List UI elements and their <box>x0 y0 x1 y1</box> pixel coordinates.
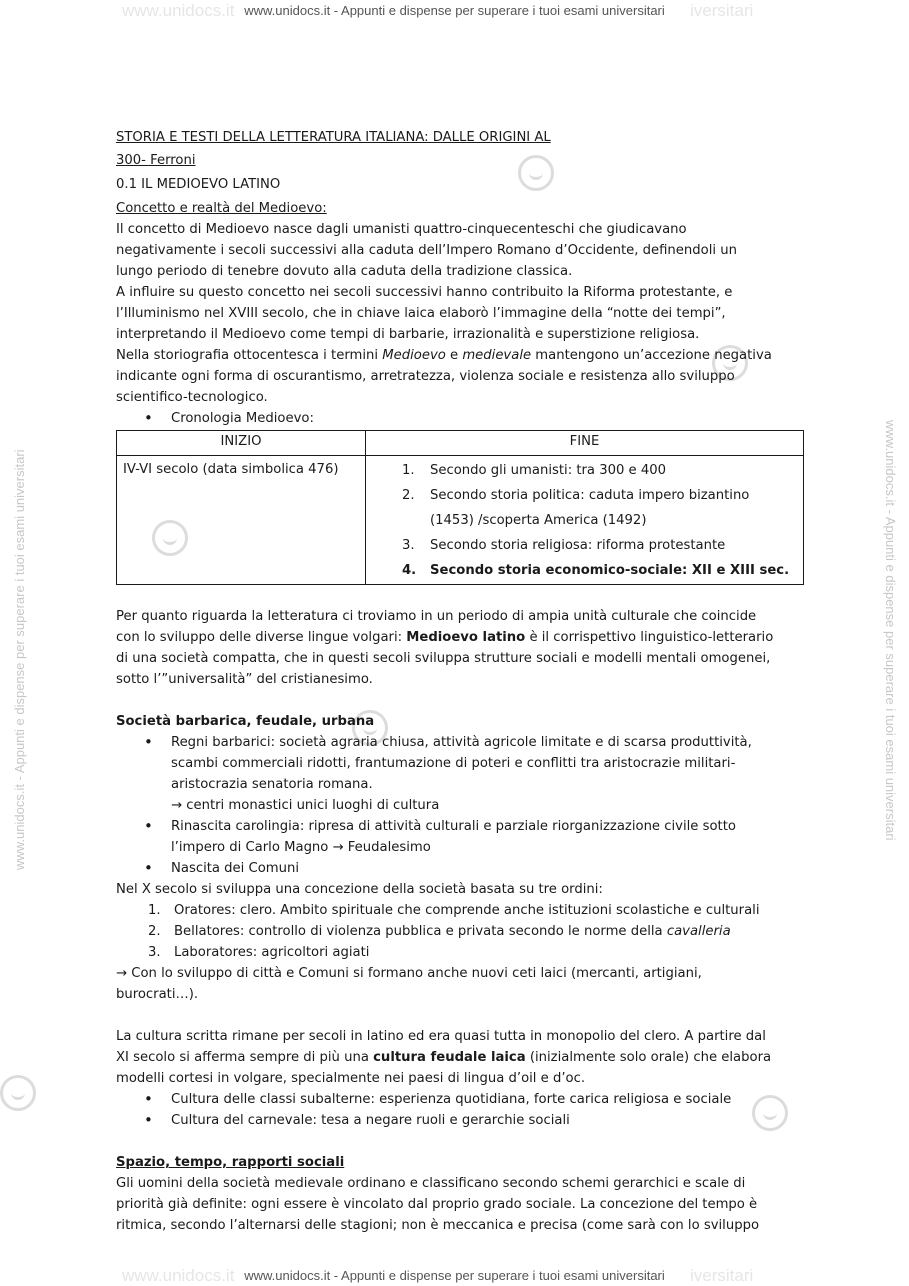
subheading-concetto: Concetto e realtà del Medioevo: <box>116 201 327 216</box>
text-span: mantengono un’accezione negativa <box>531 348 772 363</box>
table-header-row <box>117 431 804 456</box>
paragraph-historiography <box>116 345 804 408</box>
list-item <box>372 558 797 583</box>
watermark-logo-icon <box>0 1075 36 1111</box>
list-number: 2. <box>148 924 161 939</box>
table-row <box>117 456 804 585</box>
list-text: Secondo gli umanisti: tra 300 e 400 <box>430 463 667 478</box>
list-item <box>116 942 804 963</box>
text-span: con lo sviluppo delle diverse lingue volgari: <box>116 630 407 645</box>
watermark-bottom-bar: www.unidocs.it - Appunti e dispense per superare i tuoi esami universitari <box>244 1268 665 1283</box>
ordini-list <box>116 900 804 963</box>
table-header-fine: FINE <box>366 431 804 456</box>
text-line: di una società compatta, che in questi secoli sviluppa strutture sociali e modelli mentali omogenei, <box>116 651 771 666</box>
list-item <box>372 483 797 533</box>
paragraph-literature <box>116 606 804 690</box>
list-text: Oratores: clero. Ambito spirituale che comprende anche istituzioni scolastiche e culturali <box>174 903 760 918</box>
list-text: → centri monastici unici luoghi di cultura <box>171 798 440 813</box>
list-text: Rinascita carolingia: ripresa di attività culturali e parziale riorganizzazione civile sotto <box>171 819 736 834</box>
watermark-ghost-top: www.unidocs.it <box>122 1 235 20</box>
text-line: sotto l’”universalità” del cristianesimo. <box>116 672 373 687</box>
text-line: priorità già definite: ogni essere è vincolato dal proprio grado sociale. La concezione del tempo è <box>116 1197 758 1212</box>
list-item <box>116 858 804 879</box>
section-heading: 0.1 IL MEDIOEVO LATINO <box>116 177 281 192</box>
text-line: modelli cortesi in volgare, specialmente nei paesi di lingua d’oil e d’oc. <box>116 1071 586 1086</box>
list-item: • Cultura delle classi subalterne: esperienza quotidiana, forte carica religiosa e sociale <box>116 1089 804 1110</box>
text-line: → Con lo sviluppo di città e Comuni si formano anche nuovi ceti laici (mercanti, artigiani, <box>116 966 702 981</box>
table-cell-inizio: IV-VI secolo (data simbolica 476) <box>117 456 366 585</box>
list-text: aristocrazia senatoria romana. <box>171 777 373 792</box>
list-text: Secondo storia politica: caduta impero bizantino <box>430 488 750 503</box>
list-text: Secondo storia economico-sociale: XII e XIII sec. <box>430 563 790 578</box>
text-line <box>116 345 804 366</box>
paragraph-ceti <box>116 963 804 1005</box>
bold-term: cultura feudale laica <box>373 1050 526 1065</box>
text-line: La cultura scritta rimane per secoli in latino ed era quasi tutta in monopolio del clero. A partire dal <box>116 1029 766 1044</box>
bold-term: Medioevo latino <box>406 630 526 645</box>
text-line: Per quanto riguarda la letteratura ci troviamo in un periodo di ampia unità culturale che coincide <box>116 609 757 624</box>
italic-term: Medioevo <box>382 348 446 363</box>
text-line: l’Illuminismo nel XVIII secolo, che in chiave laica elaborò l’immagine della “notte dei tempi”, <box>116 306 726 321</box>
fine-list <box>372 458 797 583</box>
subheading-spazio: Spazio, tempo, rapporti sociali <box>116 1155 345 1170</box>
table-cell-fine <box>366 456 804 585</box>
cronologia-bullet-list <box>116 408 804 429</box>
list-number: 3. <box>148 945 161 960</box>
list-item: • Cronologia Medioevo: <box>116 408 804 429</box>
watermark-ghost-bottom-right: iversitari <box>690 1266 754 1285</box>
list-text: Regni barbarici: società agraria chiusa, attività agricole limitate e di scarsa produttività, <box>171 735 752 750</box>
list-text: Secondo storia religiosa: riforma protestante <box>430 538 726 553</box>
list-text: Laboratores: agricoltori agiati <box>174 945 370 960</box>
text-line: scientifico-tecnologico. <box>116 390 268 405</box>
subheading-societa: Società barbarica, feudale, urbana <box>116 714 375 729</box>
text-line: interpretando il Medioevo come tempi di barbarie, irrazionalità e superstizione religiosa. <box>116 327 700 342</box>
paragraph-origins <box>116 219 804 282</box>
society-bullet-list <box>116 732 804 879</box>
text-span: è il corrispettivo linguistico-letterario <box>525 630 774 645</box>
list-item <box>372 458 797 483</box>
watermark-side-left: www.unidocs.it - Appunti e dispense per superare i tuoi esami universitari <box>12 449 27 870</box>
list-text: Nascita dei Comuni <box>171 861 300 876</box>
text-line: negativamente i secoli successivi alla caduta dell’Impero Romano d’Occidente, definendoli un <box>116 243 737 258</box>
text-line: lungo periodo di tenebre dovuto alla caduta della tradizione classica. <box>116 264 573 279</box>
doc-title-line2: 300- Ferroni <box>116 153 196 168</box>
text-span: XI secolo si afferma sempre di più una <box>116 1050 374 1065</box>
text-span: e <box>445 348 463 363</box>
text-line: indicante ogni forma di oscurantismo, arretratezza, violenza sociale e resistenza allo sviluppo <box>116 369 735 384</box>
text-line <box>116 627 804 648</box>
list-text: Bellatores: controllo di violenza pubblica e privata secondo le norme della <box>174 924 667 939</box>
list-number: 1. <box>148 903 161 918</box>
list-text: l’impero di Carlo Magno → Feudalesimo <box>171 840 431 855</box>
text-line: Gli uomini della società medievale ordinano e classificano secondo schemi gerarchici e scale di <box>116 1176 746 1191</box>
list-text: (1453) /scoperta America (1492) <box>430 513 647 528</box>
watermark-ghost-top-right: iversitari <box>690 1 754 20</box>
list-number: 3. <box>402 538 415 553</box>
watermark-top-bar: www.unidocs.it - Appunti e dispense per superare i tuoi esami universitari <box>244 3 665 18</box>
text-span: (inizialmente solo orale) che elabora <box>525 1050 772 1065</box>
table-header-inizio: INIZIO <box>117 431 366 456</box>
list-number: 2. <box>402 488 415 503</box>
culture-bullet-list <box>116 1089 804 1131</box>
paragraph-spazio <box>116 1173 804 1236</box>
list-item <box>116 816 804 858</box>
text-line: burocrati…). <box>116 987 199 1002</box>
list-item <box>116 900 804 921</box>
list-text: scambi commerciali ridotti, frantumazione di poteri e conflitti tra aristocrazie militari- <box>171 756 736 771</box>
cronologia-table <box>116 430 804 585</box>
list-number: 1. <box>402 463 415 478</box>
paragraph-influences <box>116 282 804 345</box>
list-item <box>116 921 804 942</box>
watermark-side-right: www.unidocs.it - Appunti e dispense per superare i tuoi esami universitari <box>883 420 898 841</box>
list-item <box>372 533 797 558</box>
text-span: Nella storiografia ottocentesca i termini <box>116 348 383 363</box>
text-line: A influire su questo concetto nei secoli successivi hanno contribuito la Riforma protestante, e <box>116 285 733 300</box>
ordini-intro: Nel X secolo si sviluppa una concezione della società basata su tre ordini: <box>116 882 603 897</box>
list-number: 4. <box>402 563 417 578</box>
text-line: ritmica, secondo l’alternarsi delle stagioni; non è meccanica e precisa (come sarà con lo sviluppo <box>116 1218 760 1233</box>
document-body <box>116 127 804 1236</box>
text-line <box>116 1047 804 1068</box>
italic-term: cavalleria <box>666 924 731 939</box>
doc-title-line1: STORIA E TESTI DELLA LETTERATURA ITALIANA: DALLE ORIGINI AL <box>116 130 551 145</box>
list-item: • Cultura del carnevale: tesa a negare ruoli e gerarchie sociali <box>116 1110 804 1131</box>
watermark-ghost-bottom: www.unidocs.it <box>122 1266 235 1285</box>
paragraph-cultura <box>116 1026 804 1089</box>
text-line: Il concetto di Medioevo nasce dagli umanisti quattro-cinquecenteschi che giudicavano <box>116 222 687 237</box>
italic-term: medievale <box>462 348 532 363</box>
list-item <box>116 732 804 816</box>
